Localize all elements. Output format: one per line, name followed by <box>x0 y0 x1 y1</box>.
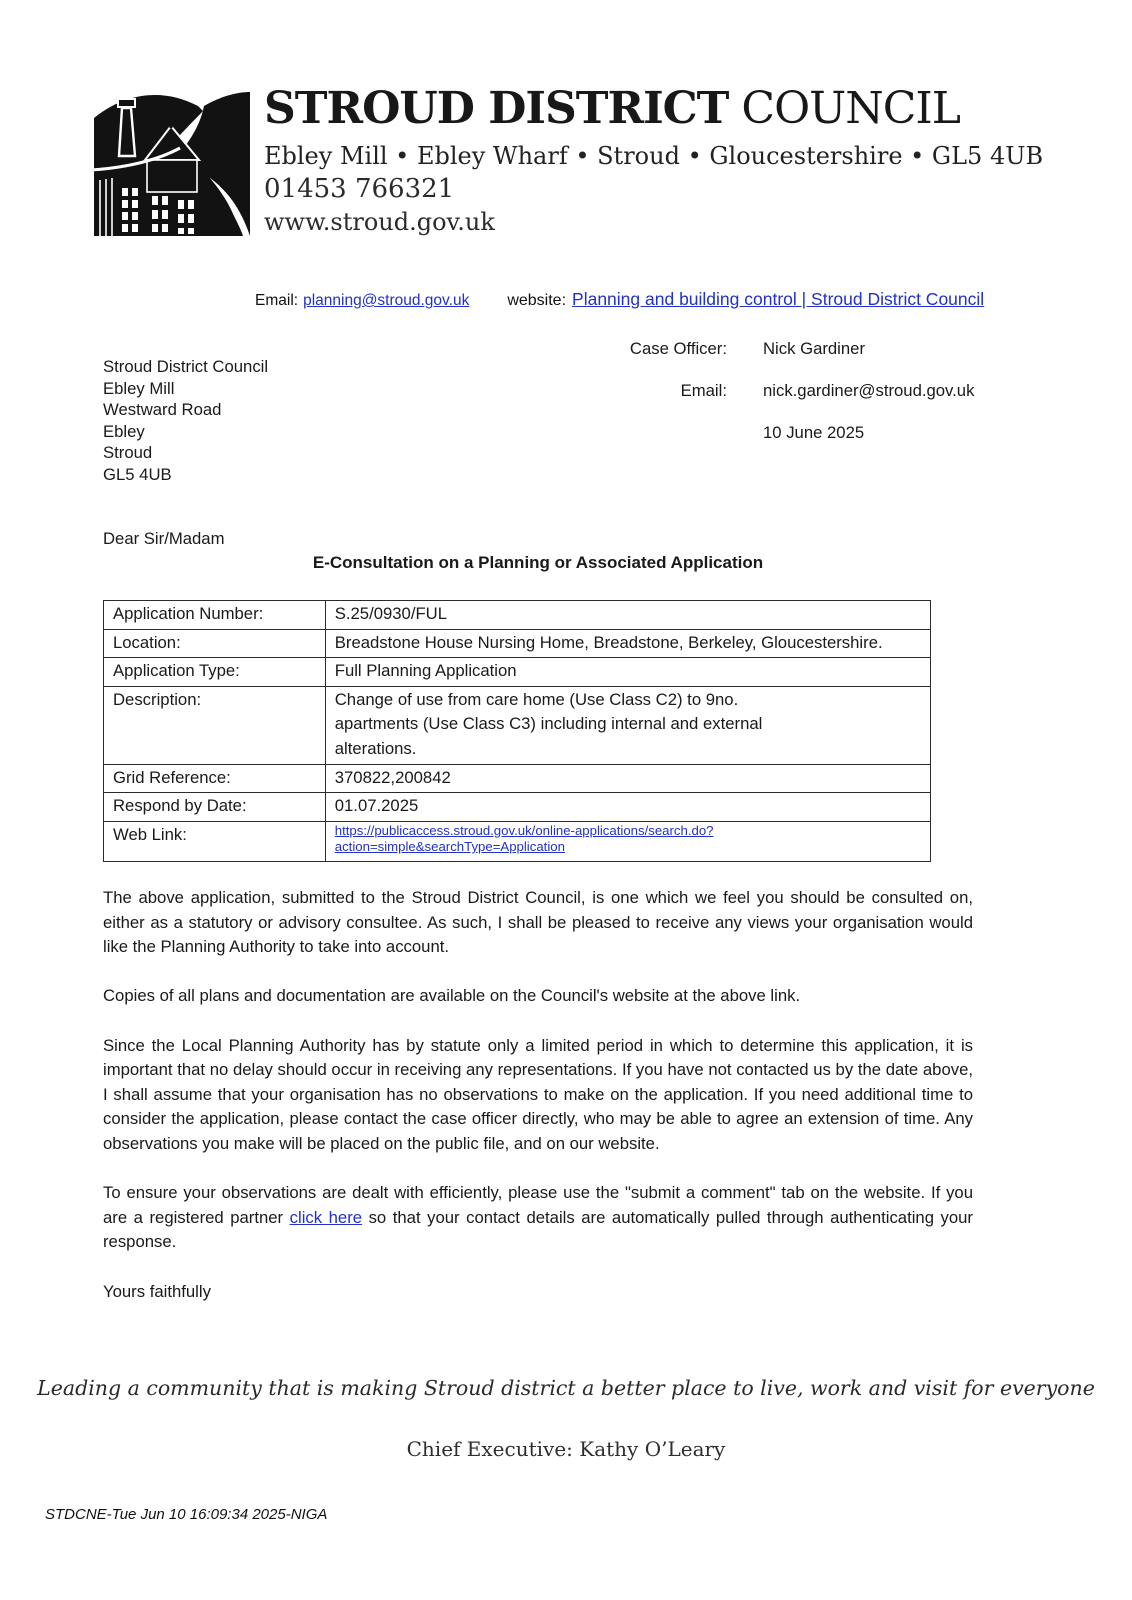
application-details-table <box>103 600 931 862</box>
paragraph-4 <box>103 1181 973 1255</box>
paragraph-3: Since the Local Planning Authority has by statute only a limited period in which to determine this application, it is important that no delay should occur in receiving any representations. If you have not contacted us by the date above, I shall assume that your organisation has no observations to make on the application. If you need additional time to consider the application, please contact the case officer directly, who may be able to agree an extension of time. Any observations you make will be placed on the public file, and on our website. <box>103 1035 973 1153</box>
address-line: Ebley <box>103 421 145 441</box>
council-phone: 01453 766321 <box>264 174 455 204</box>
click-here-link[interactable]: click here <box>289 1207 363 1227</box>
table-row <box>104 821 931 861</box>
officer-email-label: Email: <box>680 381 727 400</box>
letter-body <box>103 886 973 1329</box>
address-line: GL5 4UB <box>103 464 172 484</box>
row-label: Location: <box>104 629 326 658</box>
planning-website-link[interactable]: Planning and building control | Stroud District Council <box>572 289 985 309</box>
address-line: Stroud District Council <box>103 357 269 376</box>
web-link-cell <box>325 821 930 861</box>
website-label: website: <box>507 292 567 309</box>
application-number: S.25/0930/FUL <box>325 601 930 630</box>
table-row <box>104 658 931 687</box>
row-label: Respond by Date: <box>104 793 326 822</box>
planning-email-link[interactable]: planning@stroud.gov.uk <box>303 292 470 309</box>
address-line: Ebley Mill <box>103 378 175 398</box>
row-label: Grid Reference: <box>104 764 326 793</box>
table-row <box>104 793 931 822</box>
address-line: Stroud <box>103 443 153 463</box>
case-officer-name: Nick Gardiner <box>763 339 866 358</box>
grid-reference: 370822,200842 <box>325 764 930 793</box>
table-row <box>104 601 931 630</box>
letter-date: 10 June 2025 <box>763 423 865 442</box>
table-row <box>104 764 931 793</box>
address-line: Westward Road <box>103 400 222 420</box>
row-label: Application Number: <box>104 601 326 630</box>
closing: Yours faithfully <box>103 1281 211 1301</box>
application-location: Breadstone House Nursing Home, Breadstone, Berkeley, Gloucestershire. <box>325 629 930 658</box>
paragraph-4-text: so that your contact details are automatically pulled through authenticating your response. <box>103 1207 973 1252</box>
council-title-light: COUNCIL <box>728 83 961 134</box>
letter-heading: E-Consultation on a Planning or Associated Application <box>312 553 764 572</box>
chief-executive-line: Chief Executive: Kathy O’Leary <box>406 1437 726 1461</box>
respond-by-date: 01.07.2025 <box>325 793 930 822</box>
contact-line <box>255 289 984 310</box>
row-label: Application Type: <box>104 658 326 687</box>
council-header <box>86 84 1043 244</box>
case-officer-label: Case Officer: <box>629 339 727 358</box>
council-tagline: Leading a community that is making Stroud district a better place to live, work and visit for everyone <box>37 1376 1095 1400</box>
paragraph-2: Copies of all plans and documentation are available on the Council's website at the above link. <box>103 986 801 1006</box>
officer-email-value: nick.gardiner@stroud.gov.uk <box>763 381 975 400</box>
council-title-bold: STROUD DISTRICT <box>264 83 729 134</box>
email-label: Email: <box>255 292 299 309</box>
case-officer-block <box>607 336 1013 462</box>
council-title <box>264 84 1043 134</box>
public-access-link[interactable]: https://publicaccess.stroud.gov.uk/online-applications/search.do?action=simple&searchType=Application <box>334 822 714 855</box>
application-description: Change of use from care home (Use Class C2) to 9no. apartments (Use Class C3) including internal and external alterations. <box>325 686 930 764</box>
ebley-mill-logo-icon <box>86 84 256 244</box>
council-website: www.stroud.gov.uk <box>264 208 495 236</box>
salutation: Dear Sir/Madam <box>103 529 225 548</box>
document-stamp: STDCNE-Tue Jun 10 16:09:34 2025-NIGA <box>45 1506 328 1523</box>
application-type: Full Planning Application <box>325 658 930 687</box>
row-label: Description: <box>104 686 326 764</box>
table-row <box>104 686 931 764</box>
row-label: Web Link: <box>104 821 326 861</box>
recipient-address <box>103 356 268 486</box>
paragraph-4-text: To ensure your observations are dealt with efficiently, please use the "submit a comment" tab on the website. If you are a registered partner <box>103 1183 973 1227</box>
council-address-line: Ebley Mill • Ebley Wharf • Stroud • Gloucestershire • GL5 4UB <box>264 142 1044 170</box>
paragraph-1: The above application, submitted to the Stroud District Council, is one which we feel you should be consulted on, either as a statutory or advisory consultee. As such, I shall be pleased to receive any views your organisation would like the Planning Authority to take into account. <box>103 888 973 957</box>
table-row <box>104 629 931 658</box>
